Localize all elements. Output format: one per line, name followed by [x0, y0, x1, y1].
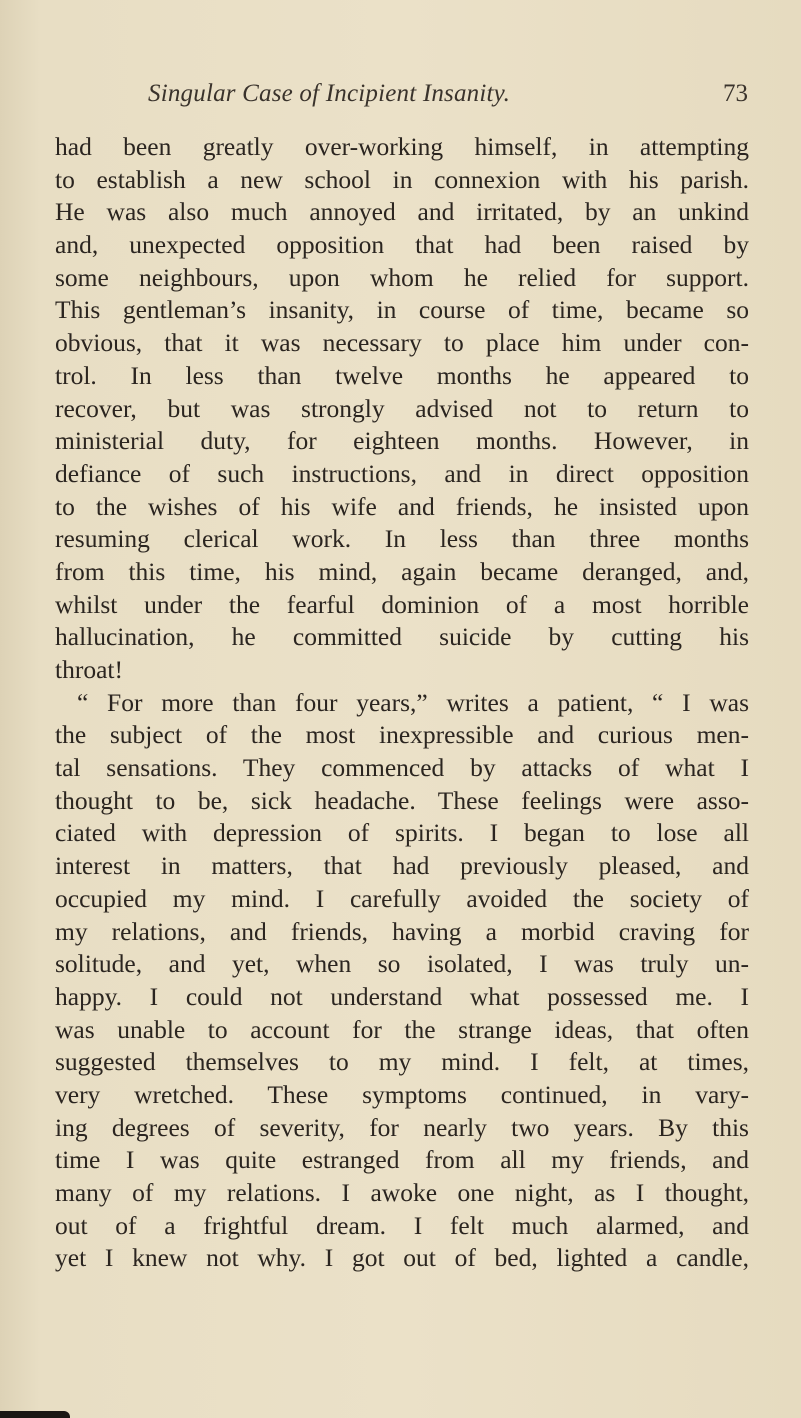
text-line: to the wishes of his wife and friends, he insisted upon [55, 491, 749, 521]
text-line: happy. I could not understand what possessed me. I [55, 981, 749, 1011]
text-line: trol. In less than twelve months he appeared to [55, 360, 749, 390]
text-line: tal sensations. They commenced by attacks of what I [55, 753, 749, 783]
text-line: defiance of such instructions, and in direct opposition [55, 458, 749, 488]
text-line: “ For more than four years,” writes a patient, “ I was [77, 687, 749, 717]
text-line: and, unexpected opposition that had been raised by [55, 230, 749, 260]
text-line: ministerial duty, for eighteen months. However, in [55, 426, 749, 456]
page-number: 73 [723, 80, 748, 107]
text-line: This gentleman’s insanity, in course of time, became so [55, 295, 749, 325]
text-line: many of my relations. I awoke one night, as I thought, [55, 1178, 749, 1207]
text-line: my relations, and friends, having a morbid craving for [55, 916, 749, 946]
text-line: He was also much annoyed and irritated, by an unkind [55, 197, 749, 227]
text-line: was unable to account for the strange ideas, that often [55, 1014, 749, 1044]
text-line: very wretched. These symptoms continued, in vary- [55, 1079, 749, 1109]
text-line: resuming clerical work. In less than three months [55, 524, 749, 554]
text-line: ciated with depression of spirits. I began to lose all [55, 818, 749, 848]
text-line: ing degrees of severity, for nearly two years. By this [55, 1112, 749, 1142]
text-line: the subject of the most inexpressible and curious men- [55, 720, 749, 750]
running-title: Singular Case of Incipient Insanity. [148, 80, 511, 107]
text-line: recover, but was strongly advised not to return to [55, 393, 749, 423]
text-line: solitude, and yet, when so isolated, I was truly un- [55, 949, 749, 979]
text-line: hallucination, he committed suicide by cutting his [55, 622, 749, 652]
text-line: throat! [55, 655, 123, 684]
text-line: time I was quite estranged from all my friends, and [55, 1145, 749, 1175]
text-line: thought to be, sick headache. These feelings were asso- [55, 785, 749, 815]
page-header [148, 80, 748, 120]
body-text [55, 131, 749, 1275]
text-line: some neighbours, upon whom he relied for support. [55, 262, 749, 292]
text-line: to establish a new school in connexion with his parish. [55, 164, 749, 194]
text-line: interest in matters, that had previously pleased, and [55, 851, 749, 881]
text-line: out of a frightful dream. I felt much alarmed, and [55, 1210, 749, 1240]
text-line: occupied my mind. I carefully avoided the society of [55, 883, 749, 913]
page-edge-shadow [0, 1411, 70, 1418]
text-line: suggested themselves to my mind. I felt, at times, [55, 1047, 749, 1077]
text-line: whilst under the fearful dominion of a most horrible [55, 589, 749, 619]
text-line: had been greatly over-working himself, in attempting [55, 132, 749, 161]
text-line: from this time, his mind, again became deranged, and, [55, 556, 749, 586]
text-line: obvious, that it was necessary to place him under con- [55, 328, 749, 358]
text-line: yet I knew not why. I got out of bed, lighted a candle, [55, 1243, 749, 1273]
